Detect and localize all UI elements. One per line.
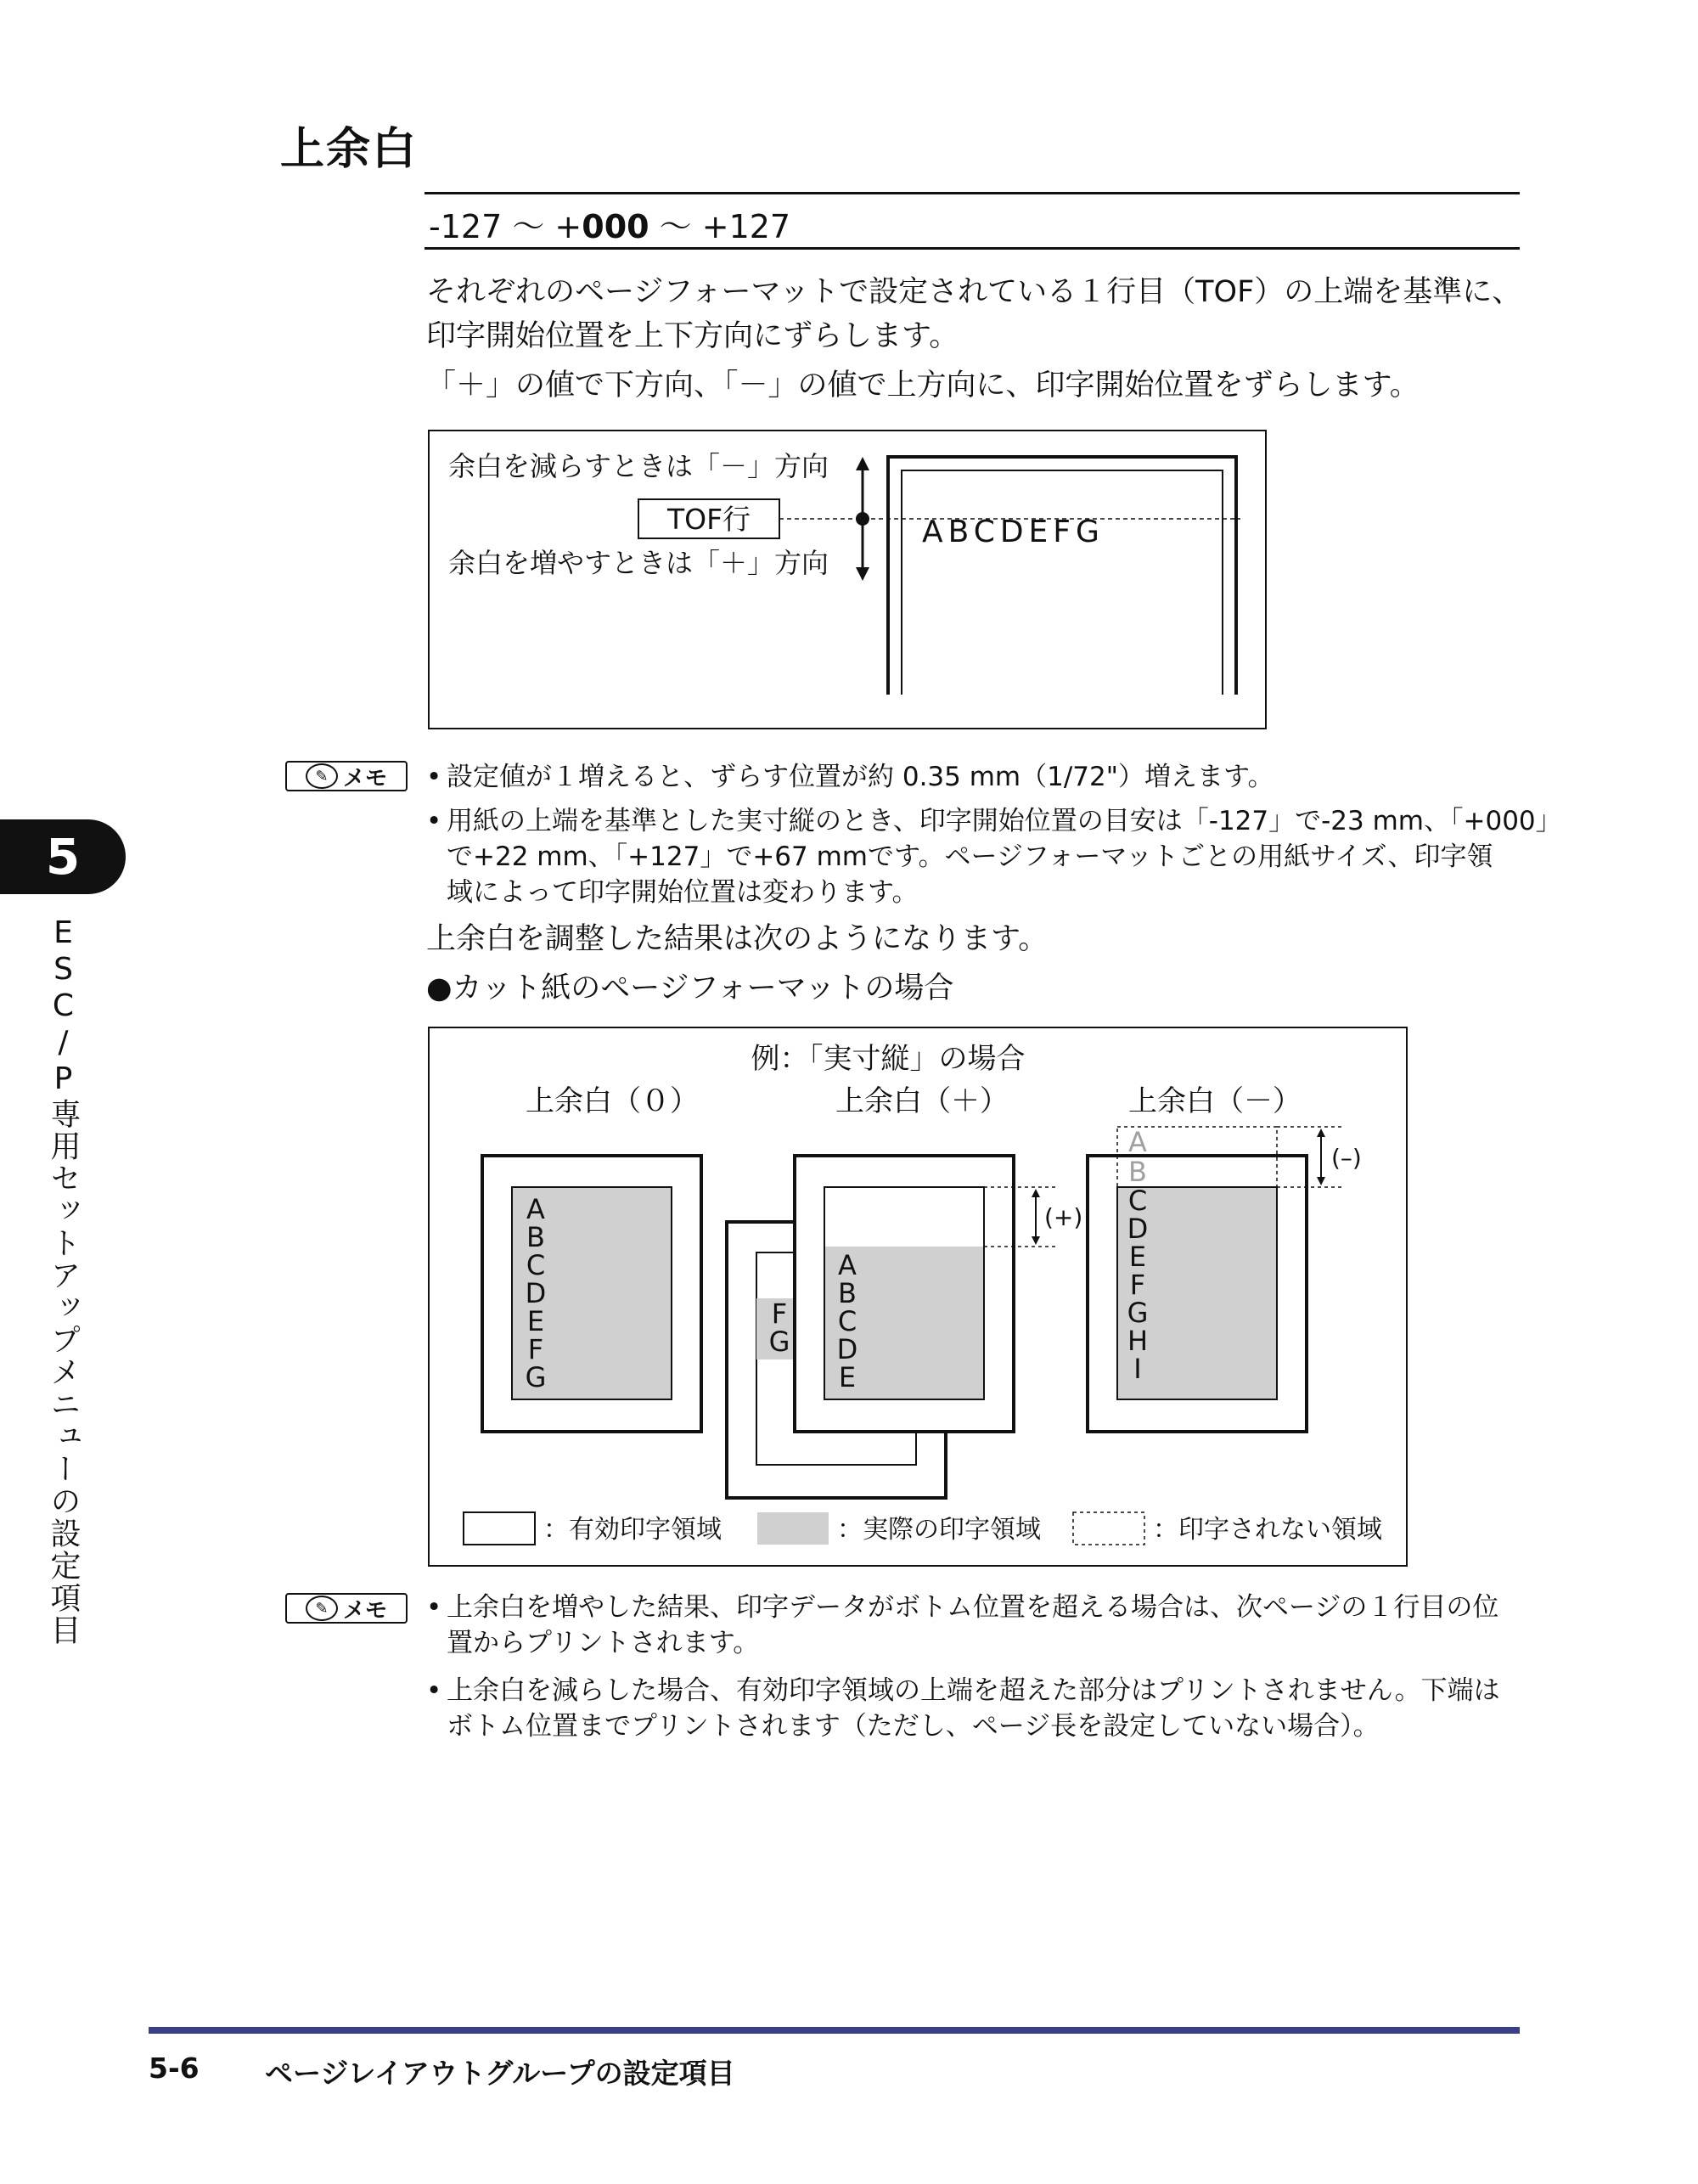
- memo-note-2: • 用紙の上端を基準とした実寸縦のとき、印字開始位置の目安は「-127」で-23 mm、「+000」: [426, 803, 1530, 839]
- legend-actual-label: ：実際の印字領域: [837, 1515, 1041, 1545]
- memo-label: メモ: [342, 1597, 387, 1624]
- stack-letter: F: [771, 1297, 788, 1330]
- col-title-zero: 上余白（０）: [526, 1084, 699, 1118]
- stack-letter: C: [1127, 1185, 1148, 1217]
- legend-unprinted-label: ：印字されない領域: [1153, 1515, 1382, 1545]
- bullet: •: [426, 1592, 442, 1623]
- paper-outer-edge: [888, 457, 1236, 695]
- stack-letter: B: [526, 1221, 545, 1253]
- stack-letter: B: [838, 1277, 857, 1309]
- increase-label: 余白を増やすときは「＋」方向: [448, 547, 829, 579]
- stack-letter: A: [1128, 1126, 1147, 1158]
- section-title: 上余白: [280, 124, 419, 175]
- range-right: ～ +127: [649, 208, 791, 245]
- description-line-1: それぞれのページフォーマットで設定されている１行目（TOF）の上端を基準に、: [426, 275, 1522, 309]
- stack-letter: C: [837, 1305, 857, 1337]
- memo2-note-1: • 上余白を増やした結果、印字データがボトム位置を超える場合は、次ページの１行目の位: [426, 1590, 1530, 1625]
- example-title: 例：「実寸縦」の場合: [751, 1042, 1026, 1076]
- arrow-up-icon: [1032, 1189, 1040, 1197]
- footer-title: ページレイアウトグループの設定項目: [265, 2057, 735, 2090]
- chapter-title-vertical: ESC/P専用セットアップメニューの設定項目: [46, 915, 81, 1646]
- legend-unprinted-swatch: [1073, 1512, 1144, 1545]
- pencil-icon: ✎: [306, 1596, 338, 1621]
- memo2-note-2-cont: ボトム位置までプリントされます（ただし、ページ長を設定していない場合）。: [447, 1711, 1380, 1742]
- setting-range: [429, 200, 790, 247]
- decrease-label: 余白を減らすときは「－」方向: [448, 450, 829, 482]
- margin-result-diagram: [428, 1027, 1408, 1567]
- page-number: 5-6: [149, 2052, 200, 2085]
- plus-mark: (+): [1044, 1203, 1083, 1231]
- stack-letter: H: [1127, 1325, 1149, 1357]
- footer-rule: [149, 2027, 1520, 2034]
- bullet: •: [426, 762, 442, 792]
- letters-minus-cut: [1128, 1126, 1147, 1188]
- stack-letter: F: [527, 1333, 544, 1365]
- col-title-plus: 上余白（＋）: [835, 1084, 1009, 1118]
- stack-letter: E: [838, 1361, 857, 1393]
- letters-plus-front: [837, 1249, 858, 1393]
- range-left: -127 ～ +: [429, 208, 582, 245]
- cut-sheet-heading: ●カット紙のページフォーマットの場合: [426, 971, 954, 1005]
- memo-label: メモ: [342, 765, 387, 791]
- arrow-up-icon: [1317, 1129, 1325, 1137]
- memo2-note-1-cont: 置からプリントされます。: [447, 1628, 760, 1658]
- arrow-down-icon: [1032, 1236, 1040, 1245]
- memo-note-1: • 設定値が１増えると、ずらす位置が約 0.35 mm（1/72"）増えます。: [426, 759, 1530, 795]
- tof-diagram-svg: [430, 431, 1265, 728]
- memo-note-2-cont-1: で+22 mm、「+127」で+67 mmです。ページフォーマットごとの用紙サイズ、印字領: [447, 842, 1493, 872]
- bullet: •: [426, 806, 442, 836]
- memo-badge: [285, 761, 408, 791]
- legend-valid-label: ：有効印字領域: [543, 1515, 722, 1545]
- stack-letter: D: [1127, 1213, 1149, 1245]
- col-title-minus: 上余白（－）: [1128, 1084, 1302, 1118]
- stack-letter: D: [525, 1277, 547, 1309]
- bullet: •: [426, 1675, 442, 1706]
- memo-note-2-cont-2: 域によって印字開始位置は変わります。: [447, 877, 919, 908]
- description-line-3: 「＋」の値で下方向、「－」の値で上方向に、印字開始位置をずらします。: [426, 369, 1420, 402]
- tof-label: TOF行: [666, 503, 751, 536]
- tof-diagram: [428, 430, 1267, 729]
- stack-letter: E: [1128, 1241, 1147, 1273]
- letters-plus-back: [769, 1297, 790, 1358]
- minus-mark: (–): [1331, 1144, 1362, 1172]
- arrow-down-icon: [1317, 1177, 1325, 1185]
- stack-letter: G: [1127, 1297, 1149, 1329]
- memo-badge: [285, 1593, 408, 1624]
- letters-zero: [526, 1193, 547, 1393]
- legend-actual-swatch: [757, 1512, 829, 1545]
- pencil-icon: ✎: [306, 763, 338, 789]
- range-default: 000: [582, 208, 649, 245]
- tof-dot: [856, 512, 869, 526]
- sample-text: ABCDEFG: [922, 515, 1105, 549]
- memo2-note-2: • 上余白を減らした場合、有効印字領域の上端を超えた部分はプリントされません。下端は: [426, 1673, 1530, 1708]
- stack-letter: E: [526, 1305, 545, 1337]
- stack-letter: I: [1133, 1353, 1142, 1385]
- arrow-up-icon: [856, 457, 869, 470]
- arrow-down-icon: [856, 567, 869, 581]
- margin-result-svg: [430, 1028, 1406, 1565]
- result-intro: 上余白を調整した結果は次のようになります。: [426, 922, 1049, 956]
- stack-letter: D: [836, 1333, 858, 1365]
- legend-valid-swatch: [464, 1512, 535, 1545]
- stack-letter: A: [838, 1249, 857, 1281]
- letters-minus: [1127, 1185, 1149, 1385]
- stack-letter: B: [1128, 1156, 1147, 1188]
- stack-letter: G: [768, 1326, 790, 1358]
- stack-letter: G: [525, 1361, 547, 1393]
- stack-letter: F: [1129, 1269, 1146, 1301]
- stack-letter: A: [526, 1193, 545, 1225]
- description-line-2: 印字開始位置を上下方向にずらします。: [426, 319, 959, 353]
- chapter-tab: 5: [0, 819, 126, 894]
- paper-inner-edge: [902, 470, 1223, 695]
- stack-letter: C: [526, 1249, 546, 1281]
